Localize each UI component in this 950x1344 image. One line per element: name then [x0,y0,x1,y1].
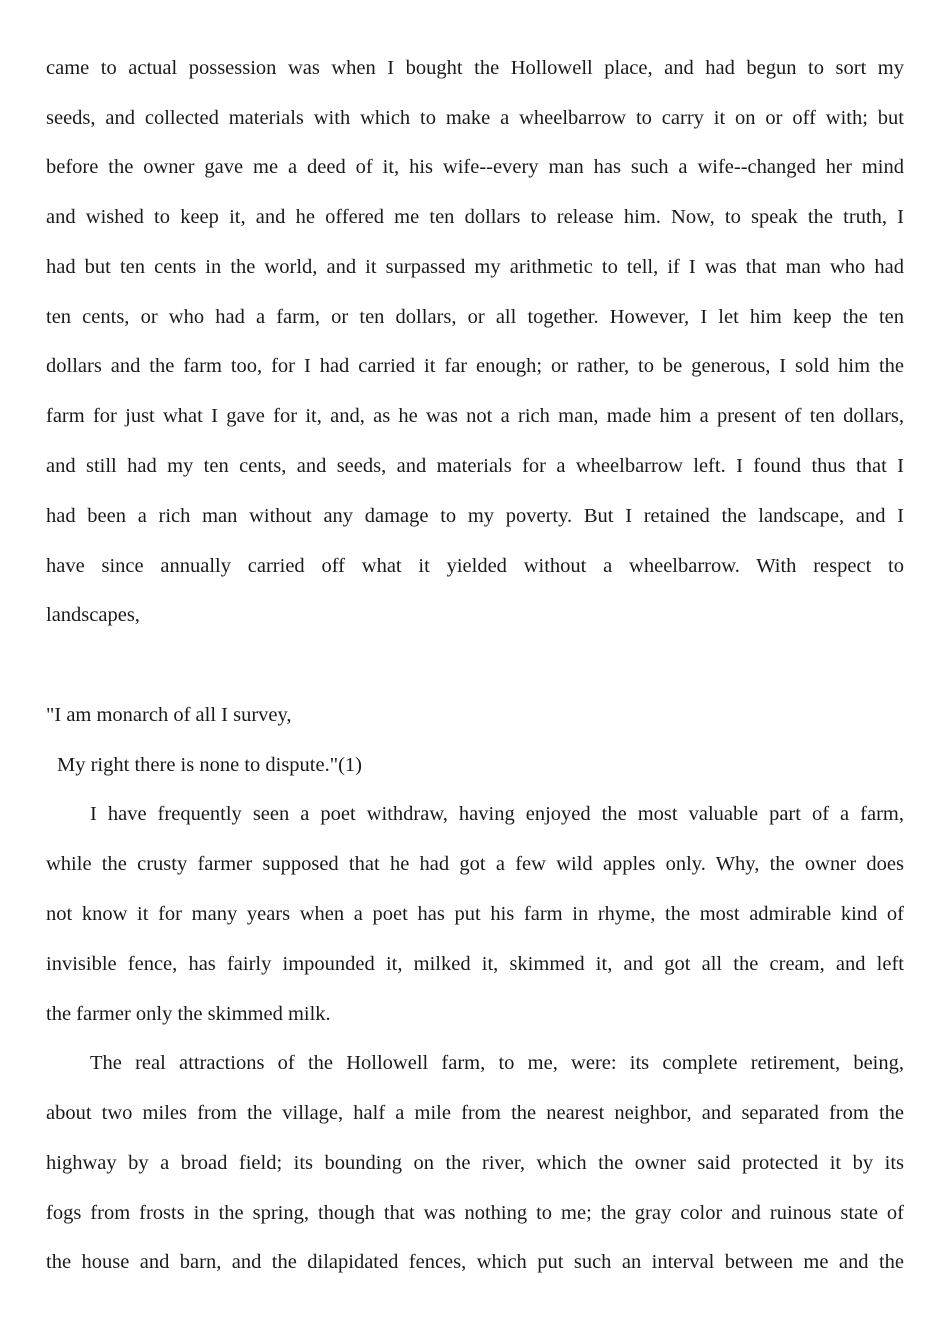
text-line: had been a rich man without any damage to my poverty. But I retained the landscape, and I [46,505,904,527]
text-line: have since annually carried off what it yielded without a wheelbarrow. With respect to [46,555,904,577]
text-line: dollars and the farm too, for I had carried it far enough; or rather, to be generous, I sold him the [46,355,904,377]
text-line: farm for just what I gave for it, and, as he was not a rich man, made him a present of ten dollars, [46,405,904,427]
text-line: and still had my ten cents, and seeds, and materials for a wheelbarrow left. I found thus that I [46,455,904,477]
text-line: The real attractions of the Hollowell farm, to me, were: its complete retirement, being, [90,1052,904,1074]
text-line: had but ten cents in the world, and it surpassed my arithmetic to tell, if I was that man who had [46,256,904,278]
text-line: highway by a broad field; its bounding on the river, which the owner said protected it by its [46,1152,904,1174]
text-line: and wished to keep it, and he offered me ten dollars to release him. Now, to speak the truth, I [46,206,904,228]
text-line: landscapes, [46,604,140,626]
text-line: invisible fence, has fairly impounded it, milked it, skimmed it, and got all the cream, and left [46,953,904,975]
text-line: while the crusty farmer supposed that he had got a few wild apples only. Why, the owner does [46,853,904,875]
text-line: ten cents, or who had a farm, or ten dollars, or all together. However, I let him keep the ten [46,306,904,328]
text-line: came to actual possession was when I bought the Hollowell place, and had begun to sort my [46,57,904,79]
verse-line: My right there is none to dispute."(1) [57,754,362,776]
text-line: before the owner gave me a deed of it, his wife--every man has such a wife--changed her mind [46,156,904,178]
text-line: the house and barn, and the dilapidated fences, which put such an interval between me and the [46,1251,904,1273]
text-line: the farmer only the skimmed milk. [46,1003,331,1025]
text-line: fogs from frosts in the spring, though that was nothing to me; the gray color and ruinous state of [46,1202,904,1224]
text-line: seeds, and collected materials with which to make a wheelbarrow to carry it on or off with; but [46,107,904,129]
text-line: not know it for many years when a poet has put his farm in rhyme, the most admirable kind of [46,903,904,925]
text-line: I have frequently seen a poet withdraw, having enjoyed the most valuable part of a farm, [90,803,904,825]
verse-line: "I am monarch of all I survey, [46,704,292,726]
text-line: about two miles from the village, half a mile from the nearest neighbor, and separated from the [46,1102,904,1124]
